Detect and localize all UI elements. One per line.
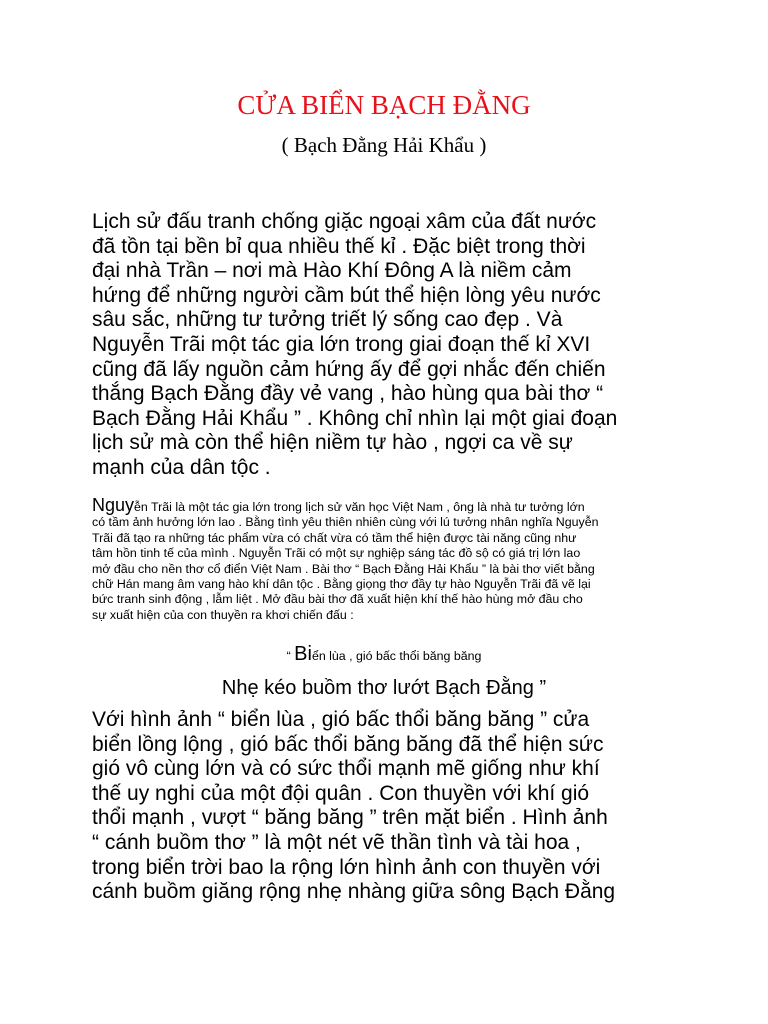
text-line: Bạch Đằng Hải Khẩu ” . Không chỉ nhìn lại một giai đoạn (92, 406, 618, 430)
text-line: hứng để những người cầm bút thể hiện lòng yêu nước (92, 283, 601, 307)
verse-line-1-rest: ển lùa , gió bấc thổi băng băng (311, 649, 482, 663)
text-line: gió vô cùng lớn và có sức thổi mạnh mẽ giống như khí (92, 757, 600, 781)
text-line: cũng đã lấy nguồn cảm hứng ấy để gợi nhắc đến chiến (92, 357, 606, 381)
author-paragraph (92, 495, 692, 623)
text-line: mở đầu cho nền thơ cổ điển Việt Nam . Bài thơ “ Bạch Đằng Hải Khẩu ” là bài thơ viết bằng (92, 561, 595, 576)
document-title: CỬA BIỂN BẠCH ĐẰNG (237, 90, 531, 120)
text-line: sự xuất hiện của con thuyền ra khơi chiến đấu : (92, 607, 354, 622)
text-line: “ cánh buồm thơ ” là một nét vẽ thần tình và tài hoa , (92, 830, 581, 854)
text-line: thổi mạnh , vượt “ băng băng ” trên mặt biển . Hình ảnh (92, 806, 608, 830)
first-line-rest: ễn Trãi là một tác gia lớn trong lịch sử văn học Việt Nam , ông là nhà tư tưởng lớn (134, 500, 585, 514)
text-line: sâu sắc, những tư tưởng triết lý sống cao đẹp . Và (92, 308, 563, 332)
text-line: cánh buồm giăng rộng nhẹ nhàng giữa sông Bạch Đằng (92, 880, 616, 904)
text-line: lịch sử mà còn thể hiện niềm tự hào , ngợi ca về sự (92, 431, 573, 455)
analysis-paragraph (92, 708, 692, 905)
text-line: Nguyễn Trãi một tác gia lớn trong giai đoạn thế kỉ XVI (92, 332, 591, 356)
verse-open-quote: “ (286, 649, 295, 663)
text-line: đã tồn tại bền bỉ qua nhiều thế kỉ . Đặc biệt trong thời (92, 234, 586, 258)
text-line: trong biển trời bao la rộng lớn hình ảnh con thuyền với (92, 855, 601, 879)
text-line: mạnh của dân tộc . (92, 455, 271, 479)
verse-big-start: Bi (294, 643, 312, 665)
text-line: thế uy nghi của một đội quân . Con thuyền với khí gió (92, 781, 590, 805)
text-line: Trãi đã tạo ra những tác phẩm vừa có chất vừa có tầm thể hiện được tài năng cũng như (92, 530, 577, 545)
document-subtitle: ( Bạch Đằng Hải Khẩu ) (281, 133, 487, 157)
text-line: biển lồng lộng , gió bấc thổi băng băng đã thể hiện sức (92, 732, 604, 756)
text-line: tâm hồn tinh tế của mình . Nguyễn Trãi có một sự nghiệp sáng tác đồ sộ có giá trị lớn lao (92, 546, 581, 561)
text-line: Lịch sử đấu tranh chống giặc ngoại xâm của đất nước (92, 210, 597, 233)
text-line: chữ Hán mang âm vang hào khí dân tộc . Bằng giọng thơ đầy tự hào Nguyễn Trãi đã vẽ lại (92, 577, 591, 592)
intro-paragraph (92, 210, 692, 481)
text-line: thắng Bạch Đằng đầy vẻ vang , hào hùng qua bài thơ “ (92, 382, 604, 406)
verse-line-2: Nhẹ kéo buồm thơ lướt Bạch Đằng ” (221, 677, 547, 699)
text-line (92, 495, 692, 515)
text-line: đại nhà Trần – nơi mà Hào Khí Đông A là niềm cảm (92, 259, 572, 283)
drop-start-text: Nguy (92, 495, 135, 515)
text-line: có tầm ảnh hưởng lớn lao . Bằng tình yêu thiên nhiên cùng với lú tưởng nhân nghĩa Nguyễn (92, 515, 599, 530)
verse-line-1 (0, 642, 768, 668)
text-line: Với hình ảnh “ biển lùa , gió bấc thổi băng băng ” cửa (92, 708, 590, 731)
text-line: bức tranh sinh động , lẫm liệt . Mở đầu bài thơ đã xuất hiện khí thế hào hùng mở đầu cho (92, 592, 583, 607)
